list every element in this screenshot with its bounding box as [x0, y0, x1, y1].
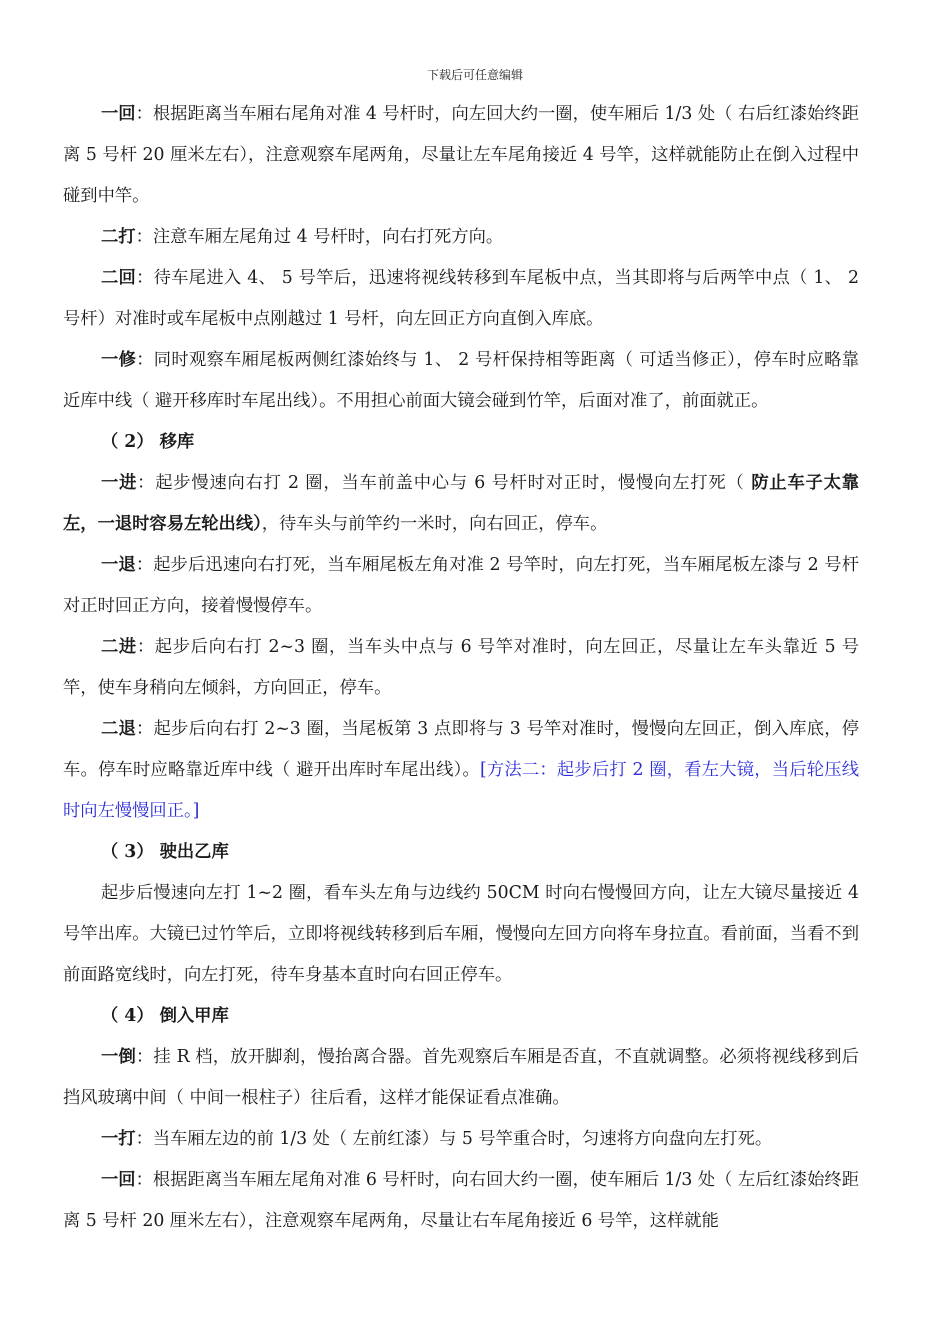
step-text: ，待车头与前竿约一米时，向右回正，停车。	[261, 514, 608, 534]
step-text: ：起步后向右打 2~3 圈，当尾板第 3 点即将与 3 号竿对准时，慢慢向左回正，倒入库底，停车。停车时应略靠近库中线（ 避开出库时车尾出线）。	[63, 719, 859, 780]
step-text: ：同时观察车厢尾板两侧红漆始终与 1、 2 号杆保持相等距离（ 可适当修正），停车时应略靠近库中线（ 避开移库时车尾出线）。不用担心前面大镜会碰到竹竿，后面对准了，前面就正。	[63, 350, 859, 411]
step-text: ：根据距离当车厢左尾角对准 6 号杆时，向右回大约一圈，使车厢后 1/3 处（ 左后红漆始终距离 5 号杆 20 厘米左右），注意观察车尾两角，尽量让右车尾角接近 6 号竿，这样就能	[63, 1170, 859, 1231]
step-label: 一回	[101, 104, 136, 124]
step-label: 一修	[101, 350, 137, 370]
paragraph-1	[63, 94, 859, 217]
document-body	[63, 94, 859, 1242]
step-label: 二打	[101, 227, 136, 247]
paragraph-8	[63, 709, 859, 832]
step-text: ：注意车厢左尾角过 4 号杆时，向右打死方向。	[135, 227, 504, 247]
step-label: 一退	[101, 555, 136, 575]
step-text: ：挂 R 档，放开脚刹，慢抬离合器。首先观察后车厢是否直，不直就调整。必须将视线移到后挡风玻璃中间（ 中间一根柱子）往后看，这样才能保证看点准确。	[63, 1047, 859, 1108]
page-header: 下载后可任意编辑	[426, 68, 523, 82]
step-label: 一回	[101, 1170, 136, 1190]
step-text: ：起步后向右打 2~3 圈，当车头中点与 6 号竿对准时，向左回正，尽量让左车头靠近 5 号竿，使车身稍向左倾斜，方向回正，停车。	[63, 637, 859, 698]
step-text: ：根据距离当车厢右尾角对准 4 号杆时，向左回大约一圈，使车厢后 1/3 处（ 右后红漆始终距离 5 号杆 20 厘米左右），注意观察车尾两角，尽量让左车尾角接近 4 号竿，这样就能防止在倒入过程中碰到中竿。	[63, 104, 859, 206]
paragraph-11	[63, 1119, 859, 1160]
paragraph-2	[63, 217, 859, 258]
step-label: 二进	[101, 637, 137, 657]
paragraph-10	[63, 1037, 859, 1119]
paragraph-3	[63, 258, 859, 340]
step-text: ：起步后迅速向右打死，当车厢尾板左角对准 2 号竿时，向左打死，当车厢尾板左漆与 2 号杆对正时回正方向，接着慢慢停车。	[63, 555, 859, 616]
section-heading-4: （ 4） 倒入甲库	[101, 1006, 229, 1026]
step-text: ：起步慢速向右打 2 圈，当车前盖中心与 6 号杆时对正时，慢慢向左打死（	[137, 473, 745, 493]
step-text: ：待车尾进入 4、 5 号竿后，迅速将视线转移到车尾板中点，当其即将与后两竿中点（ 1、 2 号杆）对准时或车尾板中点刚越过 1 号杆，向左回正方向直倒入库底。	[63, 268, 859, 329]
step-warning: 防止车子太靠左，一退时容易左轮出线）	[63, 473, 859, 534]
alternative-method-note: [方法二：起步后打 2 圈，看左大镜，当后轮压线时向左慢慢回正。]	[63, 760, 859, 821]
step-label: 一倒	[101, 1047, 136, 1067]
step-label: 一进	[101, 473, 138, 493]
step-text: 起步后慢速向左打 1~2 圈，看车头左角与边线约 50CM 时向右慢慢回方向，让左大镜尽量接近 4 号竿出库。大镜已过竹竿后，立即将视线转移到后车厢，慢慢向左回方向将车身拉直。看前面，当看不到前面路宽线时，向左打死，待车身基本直时向右回正停车。	[63, 883, 859, 985]
section-heading-3: （ 3） 驶出乙库	[101, 842, 229, 862]
paragraph-6	[63, 545, 859, 627]
paragraph-5	[63, 463, 859, 545]
step-label: 二退	[101, 719, 137, 739]
step-label: 一打	[101, 1129, 136, 1149]
step-text: ：当车厢左边的前 1/3 处（ 左前红漆）与 5 号竿重合时，匀速将方向盘向左打死。	[135, 1129, 773, 1149]
section-heading-2: （ 2） 移库	[101, 432, 195, 452]
step-label: 二回	[101, 268, 137, 288]
paragraph-12	[63, 1160, 859, 1242]
paragraph-9	[63, 873, 859, 996]
paragraph-7	[63, 627, 859, 709]
paragraph-4	[63, 340, 859, 422]
